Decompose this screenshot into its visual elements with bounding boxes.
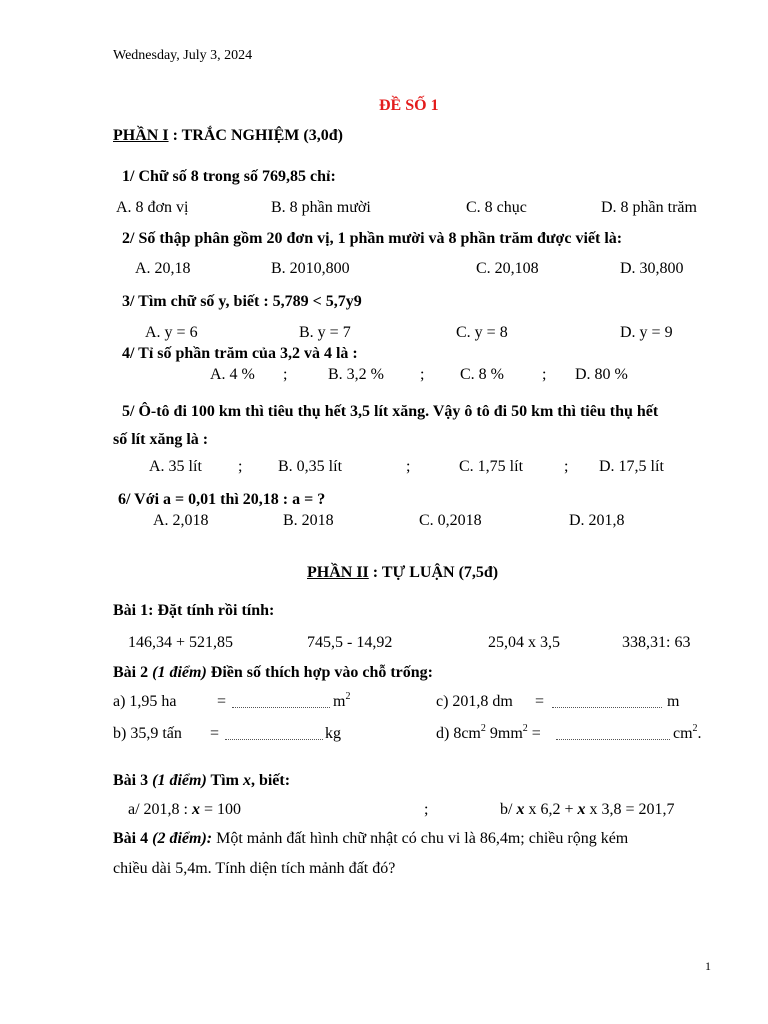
q4-separator: ;	[420, 366, 425, 383]
q4-option-a: A. 4 %	[210, 366, 255, 383]
q5-option-a: A. 35 lít	[149, 458, 202, 475]
bai2-a-unit: $m^2$	[333, 690, 351, 710]
bai1-item: 25,04 x 3,5	[488, 634, 560, 651]
q3-option-a: A. y = 6	[145, 324, 198, 341]
part1-heading	[113, 127, 343, 145]
q6-option-c: C. 0,2018	[419, 512, 482, 529]
q6-option-b: B. 2018	[283, 512, 334, 529]
bai4-points: (2 điểm):	[148, 830, 213, 847]
bai2-title: Bài 2	[113, 664, 149, 681]
bai2-d-label: d) $8cm^2$ $9mm^2$ =	[436, 722, 541, 742]
q1-option-c: C. 8 chục	[466, 199, 527, 216]
question-4: 4/ Tỉ số phần trăm của 3,2 và 4 là :	[122, 345, 358, 362]
q1-option-d: D. 8 phần trăm	[601, 199, 697, 216]
q2-option-c: C. 20,108	[476, 260, 539, 277]
q3-option-c: C. y = 8	[456, 324, 508, 341]
q2-option-a: A. 20,18	[135, 260, 191, 277]
part2-title: : TỰ LUẬN (7,5đ)	[368, 564, 499, 581]
q5-option-c: C. 1,75 lít	[459, 458, 524, 475]
bai2-a-label: a) 1,95 ha	[113, 693, 177, 710]
q2-option-b: B. 2010,800	[271, 260, 350, 277]
bai2-c-equals: =	[535, 693, 545, 710]
bai2-c-label: c) 201,8 dm	[436, 693, 513, 710]
page-number: 1	[705, 959, 711, 973]
bai1-item: 745,5 - 14,92	[307, 634, 393, 651]
part2-heading	[307, 564, 498, 582]
part1-title: : TRẮC NGHIỆM (3,0đ)	[168, 127, 343, 144]
bai2-b-label: b) 35,9 tấn	[113, 725, 182, 742]
q5-separator: ;	[406, 458, 411, 475]
q4-option-b: B. 3,2 %	[328, 366, 384, 383]
question-6: 6/ Với a = 0,01 thì 20,18 : a = ?	[118, 491, 326, 508]
bai3-part-b: b/ x x 6,2 + x x 3,8 = 201,7	[500, 801, 675, 818]
q4-option-c: C. 8 %	[460, 366, 504, 383]
question-5-line2: số lít xăng là :	[113, 431, 209, 448]
bai2-c-blank	[552, 695, 662, 708]
bai3-separator: ;	[424, 801, 429, 818]
bai4-line1: Bài 4 (2 điểm): Một mảnh đất hình chữ nhật có chu vi là 86,4m; chiều rộng kém	[113, 830, 629, 847]
q5-separator: ;	[238, 458, 243, 475]
q1-option-a: A. 8 đơn vị	[116, 199, 189, 216]
document-date: Wednesday, July 3, 2024	[113, 48, 253, 63]
question-5-line1: 5/ Ô-tô đi 100 km thì tiêu thụ hết 3,5 lít xăng. Vậy ô tô đi 50 km thì tiêu thụ hết	[122, 403, 659, 420]
bai2-d-blank	[556, 727, 670, 740]
question-1: 1/ Chữ số 8 trong số 769,85 chỉ:	[122, 168, 336, 185]
bai3-part-a: a/ 201,8 : x = 100	[128, 801, 242, 818]
bai4-title: Bài 4	[113, 830, 149, 847]
part2-label: PHẦN II	[307, 564, 369, 581]
q6-option-d: D. 201,8	[569, 512, 625, 529]
q4-separator: ;	[283, 366, 288, 383]
bai2-points: (1 điểm)	[148, 664, 207, 681]
bai2-a-blank	[232, 695, 330, 708]
bai2-instruction: Điền số thích hợp vào chỗ trống:	[206, 664, 433, 681]
q5-option-d: D. 17,5 lít	[599, 458, 664, 475]
bai2-heading	[113, 664, 433, 682]
bai1-title: Bài 1: Đặt tính rồi tính:	[113, 602, 275, 619]
part1-label: PHẦN I	[113, 127, 169, 144]
bai4-line2: chiều dài 5,4m. Tính diện tích mảnh đất đó?	[113, 860, 396, 877]
q4-separator: ;	[542, 366, 547, 383]
q6-option-a: A. 2,018	[153, 512, 209, 529]
bai3-title: Bài 3	[113, 772, 149, 789]
exam-title: ĐỀ SỐ 1	[379, 97, 439, 114]
q5-option-b: B. 0,35 lít	[278, 458, 343, 475]
bai2-b-blank	[225, 727, 323, 740]
bai2-c-unit: m	[667, 693, 680, 710]
bai1-item: 146,34 + 521,85	[128, 634, 234, 651]
bai3-heading: Bài 3 (1 điểm) Tìm x, biết:	[113, 772, 291, 789]
q4-option-d: D. 80 %	[575, 366, 628, 383]
question-3: 3/ Tìm chữ số y, biết : 5,789 < 5,7y9	[122, 293, 362, 310]
bai3-points: (1 điểm)	[148, 772, 207, 789]
q2-option-d: D. 30,800	[620, 260, 684, 277]
bai2-b-unit: kg	[325, 725, 341, 742]
bai2-b-equals: =	[210, 725, 220, 742]
q5-separator: ;	[564, 458, 569, 475]
bai1-item: 338,31: 63	[622, 634, 691, 651]
bai2-d-unit: $cm^2$.	[673, 722, 702, 742]
bai2-a-equals: =	[217, 693, 227, 710]
q3-option-d: D. y = 9	[620, 324, 673, 341]
q1-option-b: B. 8 phần mười	[271, 199, 371, 216]
question-2: 2/ Số thập phân gồm 20 đơn vị, 1 phần mười và 8 phần trăm được viết là:	[122, 230, 623, 247]
q3-option-b: B. y = 7	[299, 324, 351, 341]
